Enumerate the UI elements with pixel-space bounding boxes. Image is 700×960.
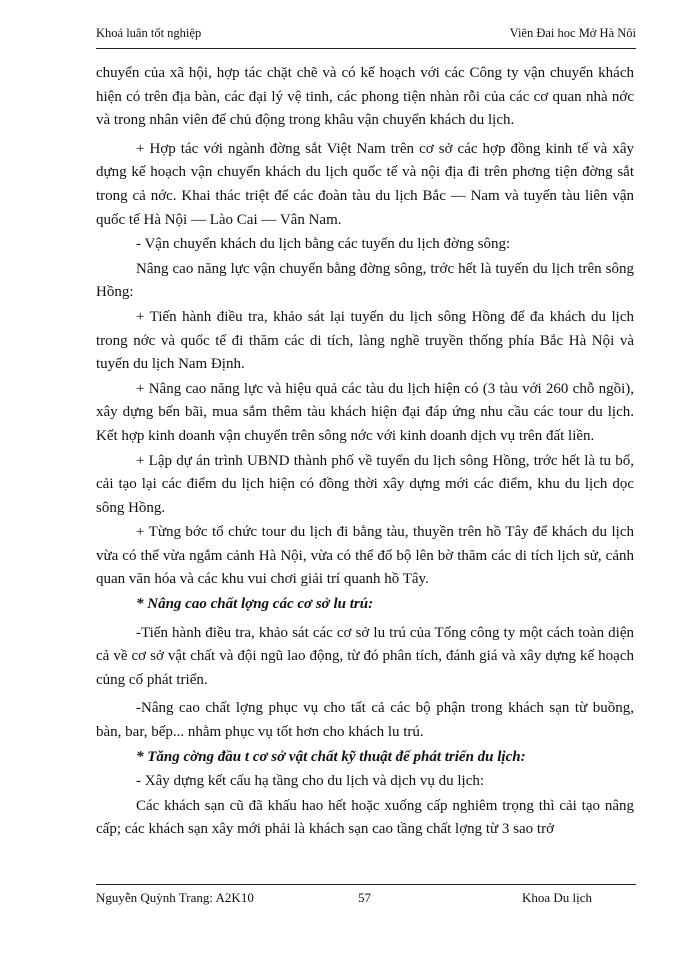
footer-faculty: Khoa Du lịch bbox=[521, 890, 592, 905]
paragraph: + Từng bớc tổ chức tour du lịch đi bằng tàu, thuyền trên hồ Tây để khách du lịch vừa có thể vừa ngắm cảnh Hà Nội, vừa có thể đổ bộ lên bờ thăm các di tích lịch sử, cảnh quan văn hóa và các khu vui chơi giải trí quanh hồ Tây. bbox=[96, 524, 634, 588]
paragraph: + Lập dự án trình UBND thành phố về tuyến du lịch sông Hồng, trớc hết là tu bổ, cải tạo lại các điểm du lịch hiện có đồng thời xây dựng mới các điểm, khu du lịch dọc sông Hồng. bbox=[96, 452, 634, 516]
paragraph: - Vận chuyển khách du lịch bằng các tuyến du lịch đờng sông: bbox=[136, 236, 511, 253]
page-body bbox=[96, 62, 634, 843]
page-footer bbox=[96, 890, 636, 910]
header-divider bbox=[96, 48, 636, 49]
paragraph: Các khách sạn cũ đã khấu hao hết hoặc xuống cấp nghiêm trọng thì cải tạo nâng cấp; các khách sạn xây mới phải là khách sạn cao tầng chất lợng từ 3 sao trở bbox=[96, 797, 634, 838]
section-heading: * Nâng cao chất lợng các cơ sở lu trú: bbox=[136, 596, 374, 613]
page-header bbox=[96, 26, 636, 46]
header-institution: Viên Đai hoc Mở Hà Nôi bbox=[509, 26, 636, 40]
paragraph: -Nâng cao chất lợng phục vụ cho tất cả các bộ phận trong khách sạn từ buồng, bàn, bar, bếp... nhằm phục vụ tốt hơn cho khách lu trú. bbox=[96, 700, 634, 741]
section-heading: * Tăng cờng đầu t cơ sở vật chất kỹ thuật để phát triển du lịch: bbox=[136, 748, 526, 765]
paragraph: Nâng cao năng lực vận chuyển bằng đờng sông, trớc hết là tuyến du lịch trên sông Hồng: bbox=[96, 260, 634, 301]
page-number: 57 bbox=[358, 890, 371, 905]
paragraph: -Tiến hành điều tra, khảo sát các cơ sở lu trú của Tổng công ty một cách toàn diện cả về cơ sở vật chất và đội ngũ lao động, từ đó phân tích, đánh giá và xây dựng kế hoạch củng cố phát triển. bbox=[96, 624, 634, 688]
footer-author: Nguyễn Quỳnh Trang: A2K10 bbox=[96, 890, 254, 905]
paragraph: chuyển của xã hội, hợp tác chặt chẽ và có kế hoạch với các Công ty vận chuyển khách hiện có trên địa bàn, các đại lý vệ tinh, các phong tiện nhàn rỗi của các cơ quan nhà nớc và trong nhân viên để chủ động trong khâu vận chuyển khách du lịch. bbox=[96, 65, 634, 129]
paragraph: - Xây dựng kết cấu hạ tầng cho du lịch và dịch vụ du lịch: bbox=[136, 773, 485, 790]
paragraph: + Tiến hành điều tra, khảo sát lại tuyến du lịch sông Hồng để đa khách du lịch trong nớc và quốc tế đi thăm các di tích, làng nghề truyền thống phía Bắc Hà Nội và tuyến du lịch Nam Định. bbox=[96, 308, 634, 373]
paragraph: + Hợp tác với ngành đờng sắt Việt Nam trên cơ sở các hợp đồng kinh tế và xây dựng kế hoạch vận chuyển khách du lịch quốc tế và nội địa đi trên phơng tiện đờng sắt trong cả nớc. Khai thác triệt để các đoàn tàu du lịch Bắc — Nam và tuyến tàu liên vận quốc tế Hà Nội — Lào Cai — Vân Nam. bbox=[96, 140, 634, 228]
footer-divider bbox=[96, 884, 636, 885]
header-thesis-title: Khoá luân tốt nghiệp bbox=[96, 26, 202, 40]
paragraph: + Nâng cao năng lực và hiệu quả các tàu du lịch hiện có (3 tàu với 260 chỗ ngồi), xây dựng bến bãi, mua sắm thêm tàu khách hiện đại đáp ứng nhu cầu các tour du lịch. Kết hợp kinh doanh vận chuyển trên sông nớc với kinh doanh dịch vụ trên đất liền. bbox=[96, 380, 634, 444]
